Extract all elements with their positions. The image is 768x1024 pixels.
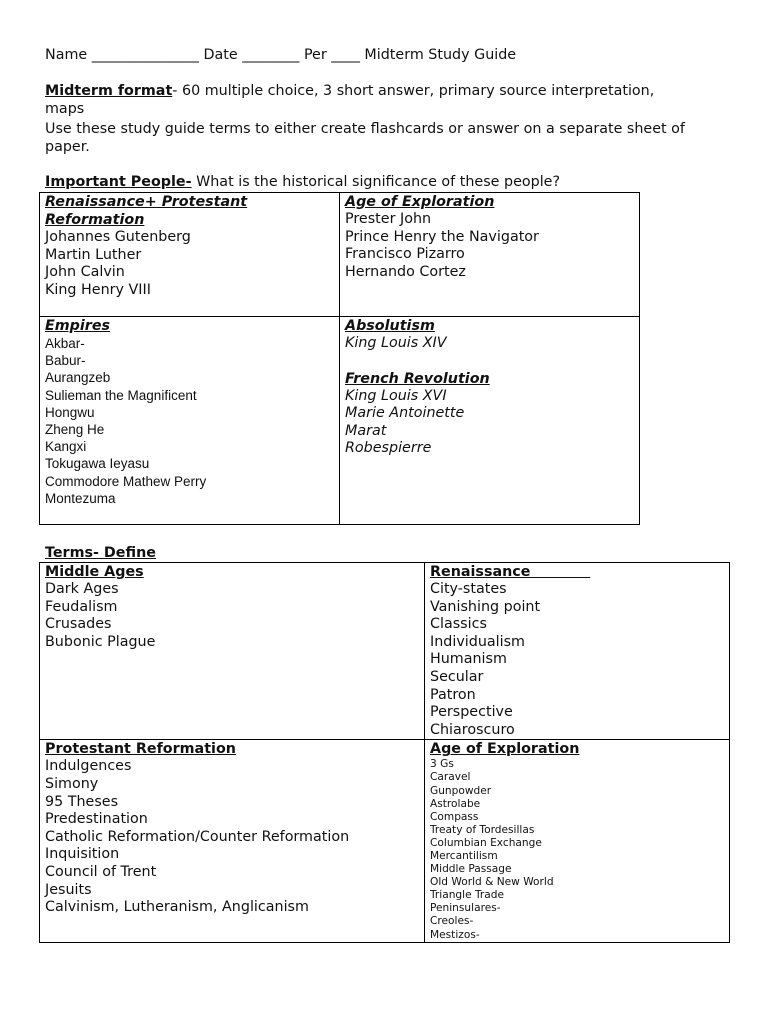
list-item: 3 Gs xyxy=(430,758,454,771)
list-item: 95 Theses xyxy=(45,793,119,810)
middle-ages-heading: Middle Ages xyxy=(45,564,144,580)
terms-renaissance-cell xyxy=(425,563,730,740)
list-item: Predestination xyxy=(45,811,148,828)
list-item: King Louis XIV xyxy=(345,335,447,351)
header-text: Name _______________ Date ________ Per ____ Midterm Study Guide xyxy=(45,47,517,63)
instructions-line-2 xyxy=(45,138,90,156)
list-item: Tokugawa Ieyasu xyxy=(45,456,150,472)
list-item: Prester John xyxy=(345,211,432,227)
list-item: Gunpowder xyxy=(430,784,492,797)
list-item: Johannes Gutenberg xyxy=(45,229,191,245)
list-item: Francisco Pizarro xyxy=(345,246,465,263)
terms-table xyxy=(39,562,730,943)
empires-heading: Empires xyxy=(45,318,111,334)
list-item: Indulgences xyxy=(45,758,132,775)
list-item: Astrolabe xyxy=(430,797,481,810)
list-item: Akbar- xyxy=(45,336,85,351)
format-label: Midterm format xyxy=(45,83,173,99)
list-item: Montezuma xyxy=(45,490,116,506)
list-item: Mestizos- xyxy=(430,928,480,941)
list-item: Inquisition xyxy=(45,846,120,863)
list-item: Zheng He xyxy=(45,422,105,438)
instructions-text-1: Use these study guide terms to either create flashcards or answer on a separate sheet of xyxy=(45,121,685,137)
list-item: King Henry VIII xyxy=(45,281,151,298)
list-item: Hernando Cortez xyxy=(345,263,466,280)
list-item: Sulieman the Magnificent xyxy=(45,387,197,403)
list-item: Secular xyxy=(430,668,484,685)
important-people-line xyxy=(45,173,560,191)
french-revolution-heading: French Revolution xyxy=(345,370,490,387)
terms-protestant-cell xyxy=(40,740,425,942)
list-item: Dark Ages xyxy=(45,581,119,597)
list-item: Triangle Trade xyxy=(430,889,504,902)
header-line xyxy=(45,46,516,64)
list-item: John Calvin xyxy=(45,264,125,281)
important-people-label: Important People- xyxy=(45,174,192,190)
list-item: Bubonic Plague xyxy=(45,633,156,650)
list-item: King Louis XVI xyxy=(345,387,447,404)
list-item: Feudalism xyxy=(45,598,118,615)
list-item: Creoles- xyxy=(430,915,474,928)
people-absolutism-cell xyxy=(340,317,640,525)
people-empires-cell xyxy=(40,317,340,525)
list-item: Individualism xyxy=(430,633,525,650)
people-table xyxy=(39,192,640,525)
list-item: Calvinism, Lutheranism, Anglicanism xyxy=(45,899,309,916)
list-item: Robespierre xyxy=(345,440,432,457)
list-item: Martin Luther xyxy=(45,246,142,263)
important-people-question: What is the historical significance of these people? xyxy=(191,174,561,190)
renaissance-terms-heading: Renaissance xyxy=(430,564,591,580)
list-item: Perspective xyxy=(430,704,513,721)
list-item: Marie Antoinette xyxy=(345,405,465,422)
list-item: Treaty of Tordesillas xyxy=(430,823,535,836)
format-text: - 60 multiple choice, 3 short answer, primary source interpretation, xyxy=(172,83,655,99)
absolutism-heading: Absolutism xyxy=(345,318,435,334)
list-item: Patron xyxy=(430,686,476,703)
list-item: Hongwu xyxy=(45,404,95,420)
list-item: Chiaroscuro xyxy=(430,721,515,738)
list-item: Simony xyxy=(45,775,99,792)
protestant-reformation-heading: Protestant Reformation xyxy=(45,741,236,758)
list-item: Columbian Exchange xyxy=(430,836,542,849)
exploration-terms-heading: Age of Exploration xyxy=(430,741,580,758)
list-item: Prince Henry the Navigator xyxy=(345,228,539,245)
list-item: Middle Passage xyxy=(430,863,512,876)
exploration-people-heading: Age of Exploration xyxy=(345,194,495,210)
list-item: Humanism xyxy=(430,651,507,668)
list-item: Aurangzeb xyxy=(45,370,111,386)
format-wrap-line xyxy=(45,100,84,118)
list-item: Jesuits xyxy=(45,881,92,898)
list-item: Catholic Reformation/Counter Reformation xyxy=(45,828,350,845)
renaissance-heading-1: Renaissance+ Protestant xyxy=(45,194,248,210)
terms-exploration-cell xyxy=(425,740,730,942)
terms-middle-ages-cell xyxy=(40,563,425,740)
format-line xyxy=(45,82,654,100)
list-item: Compass xyxy=(430,810,479,823)
list-item: Commodore Mathew Perry xyxy=(45,473,207,489)
list-item: City-states xyxy=(430,581,507,597)
list-item: Marat xyxy=(345,422,387,439)
terms-line xyxy=(45,544,156,562)
people-exploration-cell xyxy=(340,193,640,317)
list-item: Caravel xyxy=(430,771,471,784)
instructions-line-1 xyxy=(45,120,685,138)
list-item: Mercantilism xyxy=(430,850,498,862)
list-item: Vanishing point xyxy=(430,598,541,615)
list-item: Kangxi xyxy=(45,439,87,455)
renaissance-heading-2: Reformation xyxy=(45,212,145,228)
list-item: Old World & New World xyxy=(430,876,554,889)
terms-label: Terms- Define xyxy=(45,545,156,561)
list-item: Council of Trent xyxy=(45,863,157,880)
people-renaissance-cell xyxy=(40,193,340,317)
list-item: Classics xyxy=(430,616,487,633)
list-item: Peninsulares- xyxy=(430,902,501,915)
instructions-text-2: paper. xyxy=(45,139,90,155)
list-item: Crusades xyxy=(45,616,112,633)
list-item: Babur- xyxy=(45,353,86,369)
format-wrap-text: maps xyxy=(45,101,85,117)
